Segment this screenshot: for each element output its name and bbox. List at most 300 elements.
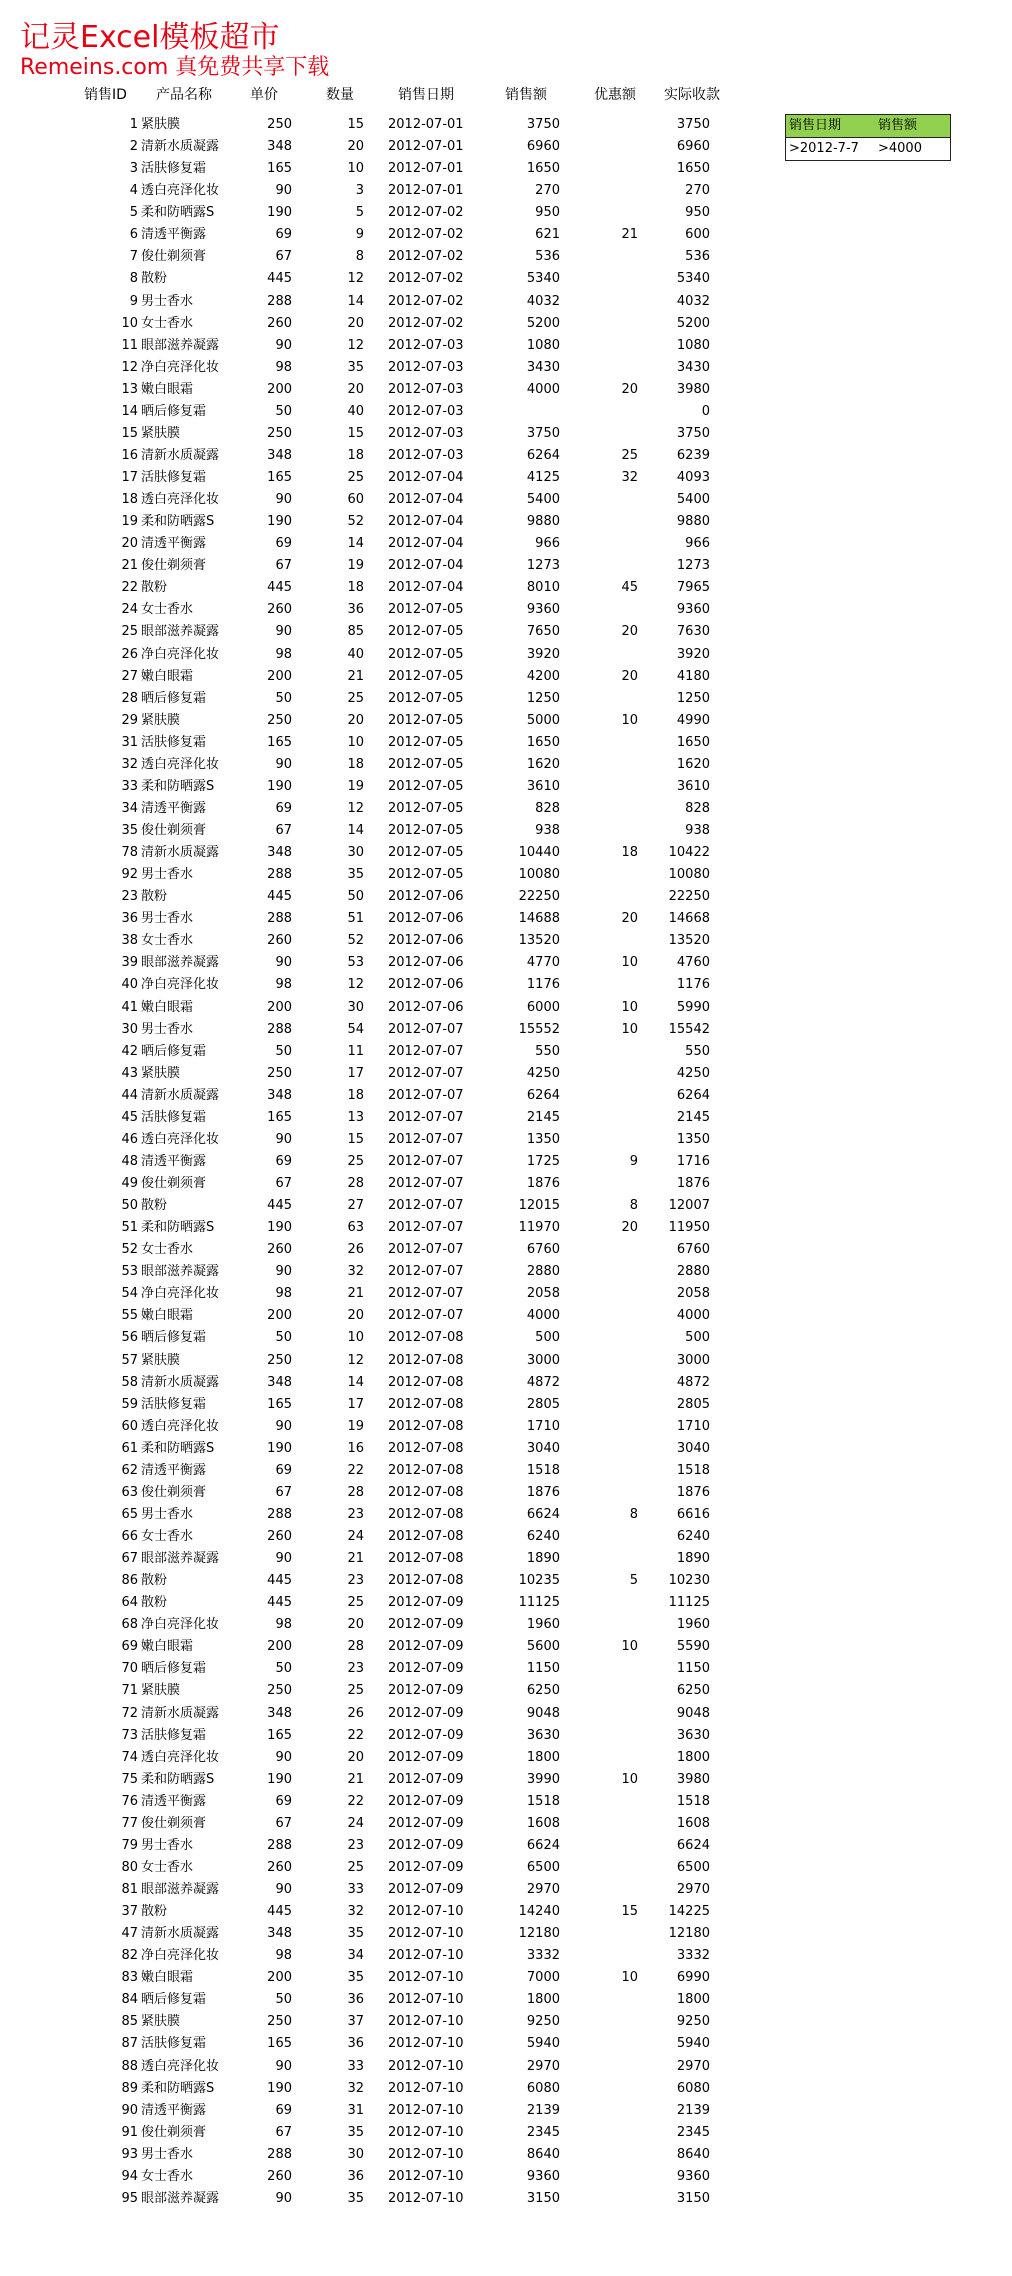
cell-quantity[interactable]: 36 — [347, 2036, 364, 2052]
cell-unit-price[interactable]: 288 — [267, 293, 292, 309]
cell-actual-received[interactable]: 1716 — [676, 1153, 710, 1169]
cell-unit-price[interactable]: 90 — [275, 624, 292, 640]
cell-sales-amount[interactable]: 2970 — [526, 2058, 560, 2074]
cell-sales-amount[interactable]: 3750 — [526, 117, 560, 132]
cell-sales-amount[interactable]: 9880 — [526, 514, 560, 530]
cell-sales-amount[interactable]: 1176 — [526, 977, 560, 993]
cell-quantity[interactable]: 20 — [347, 712, 364, 728]
cell-sales-id[interactable]: 21 — [121, 558, 138, 574]
cell-quantity[interactable]: 13 — [347, 1109, 364, 1125]
cell-quantity[interactable]: 12 — [347, 271, 364, 287]
cell-actual-received[interactable]: 938 — [685, 823, 710, 838]
cell-sales-id[interactable]: 61 — [121, 1440, 138, 1456]
cell-actual-received[interactable]: 2880 — [676, 1264, 710, 1280]
criteria-value-date[interactable]: >2012-7-7 — [789, 141, 859, 156]
cell-sales-date[interactable]: 2012-07-05 — [388, 712, 464, 728]
cell-unit-price[interactable]: 165 — [267, 1109, 292, 1125]
cell-unit-price[interactable]: 69 — [275, 1153, 292, 1169]
cell-product-name[interactable]: 清透平衡露 — [141, 800, 207, 816]
cell-quantity[interactable]: 21 — [347, 668, 364, 684]
cell-sales-id[interactable]: 73 — [121, 1727, 138, 1743]
cell-sales-date[interactable]: 2012-07-07 — [388, 1264, 464, 1280]
cell-unit-price[interactable]: 288 — [267, 867, 292, 883]
cell-discount[interactable]: 18 — [621, 845, 638, 861]
cell-sales-date[interactable]: 2012-07-01 — [388, 117, 464, 132]
cell-sales-amount[interactable]: 7650 — [526, 624, 560, 640]
cell-sales-id[interactable]: 37 — [121, 1904, 138, 1920]
cell-sales-id[interactable]: 58 — [121, 1374, 138, 1390]
cell-product-name[interactable]: 男士香水 — [141, 867, 194, 883]
cell-sales-amount[interactable]: 9250 — [526, 2014, 560, 2030]
cell-sales-date[interactable]: 2012-07-08 — [388, 1506, 464, 1522]
cell-sales-id[interactable]: 5 — [129, 205, 138, 221]
cell-sales-date[interactable]: 2012-07-10 — [388, 2190, 464, 2206]
cell-sales-amount[interactable]: 1650 — [526, 161, 560, 177]
cell-product-name[interactable]: 柔和防晒露S — [141, 778, 215, 794]
cell-actual-received[interactable]: 1710 — [676, 1418, 710, 1434]
cell-sales-date[interactable]: 2012-07-08 — [388, 1352, 464, 1368]
cell-sales-date[interactable]: 2012-07-09 — [388, 1639, 464, 1655]
cell-sales-date[interactable]: 2012-07-06 — [388, 977, 464, 993]
cell-sales-id[interactable]: 79 — [121, 1837, 138, 1853]
cell-sales-amount[interactable]: 5940 — [526, 2036, 560, 2052]
cell-actual-received[interactable]: 536 — [685, 249, 710, 265]
cell-sales-amount[interactable]: 12015 — [518, 1198, 560, 1214]
cell-sales-amount[interactable]: 828 — [535, 800, 560, 816]
cell-sales-id[interactable]: 52 — [121, 1242, 138, 1258]
cell-sales-date[interactable]: 2012-07-01 — [388, 161, 464, 177]
cell-product-name[interactable]: 柔和防晒露S — [141, 1220, 215, 1236]
cell-quantity[interactable]: 35 — [347, 2190, 364, 2206]
cell-sales-date[interactable]: 2012-07-07 — [388, 1131, 464, 1147]
cell-quantity[interactable]: 21 — [347, 1771, 364, 1787]
cell-unit-price[interactable]: 250 — [267, 117, 292, 132]
cell-quantity[interactable]: 32 — [347, 1264, 364, 1280]
cell-quantity[interactable]: 37 — [347, 2014, 364, 2030]
cell-actual-received[interactable]: 4872 — [676, 1374, 710, 1390]
cell-actual-received[interactable]: 3150 — [676, 2190, 710, 2206]
cell-discount[interactable]: 10 — [621, 712, 638, 728]
cell-unit-price[interactable]: 445 — [267, 580, 292, 596]
cell-quantity[interactable]: 18 — [347, 1087, 364, 1103]
cell-actual-received[interactable]: 0 — [701, 403, 710, 419]
cell-unit-price[interactable]: 260 — [267, 602, 292, 618]
cell-sales-date[interactable]: 2012-07-08 — [388, 1462, 464, 1478]
cell-unit-price[interactable]: 90 — [275, 1418, 292, 1434]
cell-sales-id[interactable]: 87 — [121, 2036, 138, 2052]
cell-actual-received[interactable]: 3332 — [676, 1948, 710, 1964]
cell-sales-date[interactable]: 2012-07-09 — [388, 1859, 464, 1875]
cell-product-name[interactable]: 晒后修复霜 — [141, 690, 207, 706]
cell-sales-amount[interactable]: 966 — [535, 536, 560, 552]
cell-product-name[interactable]: 眼部滋养凝露 — [141, 337, 220, 353]
cell-sales-date[interactable]: 2012-07-09 — [388, 1727, 464, 1743]
cell-quantity[interactable]: 35 — [347, 2124, 364, 2140]
cell-sales-date[interactable]: 2012-07-10 — [388, 1992, 464, 2008]
cell-unit-price[interactable]: 348 — [267, 845, 292, 861]
cell-product-name[interactable]: 透白亮泽化妆 — [141, 1131, 220, 1147]
cell-sales-amount[interactable]: 2345 — [526, 2124, 560, 2140]
cell-quantity[interactable]: 36 — [347, 1992, 364, 2008]
cell-actual-received[interactable]: 1080 — [676, 337, 710, 353]
cell-actual-received[interactable]: 966 — [685, 536, 710, 552]
cell-quantity[interactable]: 19 — [347, 778, 364, 794]
cell-sales-id[interactable]: 25 — [121, 624, 138, 640]
cell-sales-amount[interactable]: 5000 — [526, 712, 560, 728]
cell-actual-received[interactable]: 600 — [685, 227, 710, 243]
cell-unit-price[interactable]: 165 — [267, 470, 292, 485]
cell-unit-price[interactable]: 200 — [267, 1970, 292, 1986]
cell-sales-id[interactable]: 84 — [121, 1992, 138, 2008]
cell-discount[interactable]: 20 — [621, 1220, 638, 1236]
cell-unit-price[interactable]: 98 — [275, 1286, 292, 1302]
cell-sales-id[interactable]: 68 — [121, 1617, 138, 1633]
cell-product-name[interactable]: 俊仕剃须膏 — [141, 558, 207, 574]
cell-quantity[interactable]: 20 — [347, 1308, 364, 1324]
cell-quantity[interactable]: 18 — [347, 447, 364, 463]
cell-sales-date[interactable]: 2012-07-06 — [388, 911, 464, 927]
cell-sales-id[interactable]: 81 — [121, 1882, 138, 1897]
cell-sales-id[interactable]: 12 — [121, 359, 138, 375]
cell-sales-date[interactable]: 2012-07-10 — [388, 2168, 464, 2184]
cell-actual-received[interactable]: 3920 — [676, 646, 710, 662]
cell-sales-amount[interactable]: 1650 — [526, 734, 560, 750]
cell-actual-received[interactable]: 5990 — [676, 999, 710, 1015]
cell-sales-amount[interactable]: 3750 — [526, 425, 560, 441]
cell-sales-date[interactable]: 2012-07-10 — [388, 1970, 464, 1986]
cell-product-name[interactable]: 活肤修复霜 — [141, 2036, 207, 2052]
cell-quantity[interactable]: 25 — [347, 1595, 364, 1611]
cell-quantity[interactable]: 50 — [347, 889, 364, 905]
cell-sales-id[interactable]: 9 — [129, 293, 138, 309]
cell-sales-amount[interactable]: 8010 — [526, 580, 560, 596]
cell-sales-date[interactable]: 2012-07-05 — [388, 668, 464, 684]
cell-actual-received[interactable]: 7630 — [676, 624, 710, 640]
cell-sales-amount[interactable]: 13520 — [518, 933, 560, 949]
cell-sales-id[interactable]: 64 — [121, 1595, 138, 1611]
cell-unit-price[interactable]: 67 — [275, 1484, 292, 1500]
cell-sales-amount[interactable]: 1608 — [526, 1815, 560, 1831]
cell-quantity[interactable]: 20 — [347, 1617, 364, 1633]
cell-sales-id[interactable]: 60 — [121, 1418, 138, 1434]
cell-actual-received[interactable]: 828 — [685, 800, 710, 816]
cell-product-name[interactable]: 清新水质凝露 — [141, 447, 220, 463]
cell-sales-date[interactable]: 2012-07-09 — [388, 1617, 464, 1633]
cell-actual-received[interactable]: 1876 — [676, 1484, 710, 1500]
cell-unit-price[interactable]: 67 — [275, 2124, 292, 2140]
cell-discount[interactable]: 20 — [621, 624, 638, 640]
cell-quantity[interactable]: 51 — [347, 911, 364, 927]
cell-discount[interactable]: 5 — [629, 1573, 638, 1589]
cell-quantity[interactable]: 24 — [347, 1815, 364, 1831]
cell-quantity[interactable]: 14 — [347, 536, 364, 552]
cell-sales-id[interactable]: 51 — [121, 1220, 138, 1236]
cell-sales-amount[interactable]: 4770 — [526, 955, 560, 971]
cell-sales-id[interactable]: 34 — [121, 800, 138, 816]
cell-sales-id[interactable]: 74 — [121, 1749, 138, 1765]
cell-sales-id[interactable]: 53 — [121, 1264, 138, 1280]
cell-product-name[interactable]: 嫩白眼霜 — [141, 1639, 194, 1655]
cell-sales-id[interactable]: 77 — [121, 1815, 138, 1831]
cell-unit-price[interactable]: 288 — [267, 911, 292, 927]
cell-actual-received[interactable]: 1150 — [676, 1661, 710, 1677]
cell-unit-price[interactable]: 90 — [275, 1882, 292, 1897]
cell-sales-amount[interactable]: 5400 — [526, 492, 560, 508]
cell-sales-amount[interactable]: 9048 — [526, 1705, 560, 1721]
cell-unit-price[interactable]: 445 — [267, 1595, 292, 1611]
cell-quantity[interactable]: 12 — [347, 977, 364, 993]
cell-sales-amount[interactable]: 6000 — [526, 999, 560, 1015]
cell-unit-price[interactable]: 190 — [267, 1440, 292, 1456]
cell-sales-id[interactable]: 86 — [121, 1573, 138, 1589]
cell-sales-id[interactable]: 39 — [121, 955, 138, 971]
cell-sales-amount[interactable]: 9360 — [526, 602, 560, 618]
cell-product-name[interactable]: 清新水质凝露 — [141, 1705, 220, 1721]
cell-unit-price[interactable]: 348 — [267, 1705, 292, 1721]
cell-sales-date[interactable]: 2012-07-08 — [388, 1529, 464, 1544]
cell-sales-id[interactable]: 33 — [121, 778, 138, 794]
cell-sales-date[interactable]: 2012-07-07 — [388, 1087, 464, 1103]
cell-quantity[interactable]: 10 — [347, 734, 364, 750]
cell-product-name[interactable]: 净白亮泽化妆 — [141, 646, 220, 662]
cell-sales-date[interactable]: 2012-07-05 — [388, 624, 464, 640]
cell-sales-id[interactable]: 18 — [121, 492, 138, 508]
cell-sales-id[interactable]: 91 — [121, 2124, 138, 2140]
cell-sales-amount[interactable]: 2145 — [526, 1109, 560, 1125]
cell-sales-date[interactable]: 2012-07-10 — [388, 2058, 464, 2074]
cell-quantity[interactable]: 25 — [347, 1153, 364, 1169]
cell-quantity[interactable]: 28 — [347, 1639, 364, 1655]
cell-unit-price[interactable]: 90 — [275, 955, 292, 971]
cell-sales-id[interactable]: 43 — [121, 1065, 138, 1081]
cell-product-name[interactable]: 活肤修复霜 — [141, 161, 207, 177]
cell-sales-date[interactable]: 2012-07-05 — [388, 800, 464, 816]
cell-sales-date[interactable]: 2012-07-09 — [388, 1882, 464, 1897]
cell-quantity[interactable]: 35 — [347, 867, 364, 883]
cell-product-name[interactable]: 净白亮泽化妆 — [141, 359, 220, 375]
cell-sales-id[interactable]: 93 — [121, 2146, 138, 2162]
cell-unit-price[interactable]: 260 — [267, 2168, 292, 2184]
cell-discount[interactable]: 45 — [621, 580, 638, 596]
cell-unit-price[interactable]: 200 — [267, 1639, 292, 1655]
cell-product-name[interactable]: 透白亮泽化妆 — [141, 1749, 220, 1765]
cell-sales-id[interactable]: 65 — [121, 1506, 138, 1522]
cell-quantity[interactable]: 25 — [347, 690, 364, 706]
cell-product-name[interactable]: 清新水质凝露 — [141, 139, 220, 155]
cell-unit-price[interactable]: 50 — [275, 1661, 292, 1677]
cell-sales-date[interactable]: 2012-07-08 — [388, 1551, 464, 1567]
cell-sales-amount[interactable]: 6264 — [526, 447, 560, 463]
cell-quantity[interactable]: 20 — [347, 1749, 364, 1765]
cell-sales-id[interactable]: 85 — [121, 2014, 138, 2030]
cell-sales-date[interactable]: 2012-07-09 — [388, 1595, 464, 1611]
cell-actual-received[interactable]: 3040 — [676, 1440, 710, 1456]
cell-product-name[interactable]: 清新水质凝露 — [141, 1926, 220, 1942]
cell-product-name[interactable]: 清透平衡露 — [141, 1153, 207, 1169]
cell-product-name[interactable]: 活肤修复霜 — [141, 734, 207, 750]
cell-unit-price[interactable]: 250 — [267, 425, 292, 441]
cell-quantity[interactable]: 15 — [347, 117, 364, 132]
cell-product-name[interactable]: 紧肤膜 — [141, 1683, 181, 1699]
cell-product-name[interactable]: 眼部滋养凝露 — [141, 955, 220, 971]
cell-quantity[interactable]: 3 — [355, 183, 364, 199]
cell-sales-amount[interactable]: 2880 — [526, 1264, 560, 1280]
cell-sales-id[interactable]: 14 — [121, 403, 138, 419]
cell-actual-received[interactable]: 9360 — [676, 602, 710, 618]
cell-sales-amount[interactable]: 6250 — [526, 1683, 560, 1699]
cell-actual-received[interactable]: 1518 — [676, 1462, 710, 1478]
cell-sales-id[interactable]: 56 — [121, 1330, 138, 1346]
criteria-value-sales[interactable]: >4000 — [878, 141, 922, 156]
cell-quantity[interactable]: 54 — [347, 1021, 364, 1037]
cell-sales-amount[interactable]: 11970 — [518, 1220, 560, 1236]
cell-unit-price[interactable]: 165 — [267, 734, 292, 750]
cell-sales-amount[interactable]: 6080 — [526, 2080, 560, 2096]
cell-unit-price[interactable]: 98 — [275, 1617, 292, 1633]
cell-quantity[interactable]: 22 — [347, 1727, 364, 1743]
cell-actual-received[interactable]: 1960 — [676, 1617, 710, 1633]
cell-unit-price[interactable]: 445 — [267, 889, 292, 905]
cell-unit-price[interactable]: 90 — [275, 183, 292, 199]
cell-sales-id[interactable]: 4 — [129, 183, 138, 199]
cell-unit-price[interactable]: 190 — [267, 205, 292, 221]
cell-quantity[interactable]: 8 — [355, 249, 364, 265]
cell-product-name[interactable]: 净白亮泽化妆 — [141, 977, 220, 993]
cell-sales-date[interactable]: 2012-07-02 — [388, 293, 464, 309]
cell-sales-amount[interactable]: 1800 — [526, 1992, 560, 2008]
cell-unit-price[interactable]: 165 — [267, 2036, 292, 2052]
cell-product-name[interactable]: 透白亮泽化妆 — [141, 492, 220, 508]
cell-sales-id[interactable]: 15 — [121, 425, 138, 441]
cell-sales-amount[interactable]: 10235 — [518, 1573, 560, 1589]
cell-actual-received[interactable]: 1273 — [676, 558, 710, 574]
cell-sales-date[interactable]: 2012-07-06 — [388, 889, 464, 905]
cell-sales-id[interactable]: 40 — [121, 977, 138, 993]
cell-sales-amount[interactable]: 5340 — [526, 271, 560, 287]
cell-actual-received[interactable]: 22250 — [668, 889, 710, 905]
cell-sales-id[interactable]: 27 — [121, 668, 138, 684]
cell-actual-received[interactable]: 2970 — [676, 2058, 710, 2074]
cell-sales-amount[interactable]: 270 — [535, 183, 560, 199]
cell-sales-date[interactable]: 2012-07-08 — [388, 1573, 464, 1589]
cell-unit-price[interactable]: 190 — [267, 1220, 292, 1236]
cell-sales-date[interactable]: 2012-07-10 — [388, 2146, 464, 2162]
cell-product-name[interactable]: 透白亮泽化妆 — [141, 2058, 220, 2074]
cell-product-name[interactable]: 女士香水 — [141, 2168, 194, 2184]
cell-actual-received[interactable]: 14225 — [668, 1904, 710, 1920]
cell-sales-amount[interactable]: 3040 — [526, 1440, 560, 1456]
cell-sales-date[interactable]: 2012-07-05 — [388, 823, 464, 838]
cell-sales-id[interactable]: 78 — [121, 845, 138, 861]
cell-product-name[interactable]: 眼部滋养凝露 — [141, 1882, 220, 1897]
cell-unit-price[interactable]: 90 — [275, 2190, 292, 2206]
cell-actual-received[interactable]: 5590 — [676, 1639, 710, 1655]
cell-sales-id[interactable]: 22 — [121, 580, 138, 596]
cell-sales-date[interactable]: 2012-07-08 — [388, 1330, 464, 1346]
cell-sales-id[interactable]: 59 — [121, 1396, 138, 1412]
cell-sales-date[interactable]: 2012-07-07 — [388, 1176, 464, 1191]
cell-quantity[interactable]: 25 — [347, 1683, 364, 1699]
cell-sales-date[interactable]: 2012-07-06 — [388, 933, 464, 949]
cell-sales-amount[interactable]: 1080 — [526, 337, 560, 353]
cell-sales-date[interactable]: 2012-07-07 — [388, 1109, 464, 1125]
cell-product-name[interactable]: 眼部滋养凝露 — [141, 1264, 220, 1280]
cell-product-name[interactable]: 清新水质凝露 — [141, 1087, 220, 1103]
cell-quantity[interactable]: 16 — [347, 1440, 364, 1456]
cell-quantity[interactable]: 10 — [347, 161, 364, 177]
cell-quantity[interactable]: 12 — [347, 1352, 364, 1368]
cell-actual-received[interactable]: 9250 — [676, 2014, 710, 2030]
cell-actual-received[interactable]: 1176 — [676, 977, 710, 993]
cell-quantity[interactable]: 12 — [347, 337, 364, 353]
cell-sales-date[interactable]: 2012-07-10 — [388, 1904, 464, 1920]
cell-quantity[interactable]: 18 — [347, 580, 364, 596]
cell-unit-price[interactable]: 98 — [275, 1948, 292, 1964]
cell-quantity[interactable]: 15 — [347, 425, 364, 441]
cell-product-name[interactable]: 女士香水 — [141, 1859, 194, 1875]
cell-sales-date[interactable]: 2012-07-06 — [388, 955, 464, 971]
cell-product-name[interactable]: 俊仕剃须膏 — [141, 1176, 207, 1191]
cell-sales-id[interactable]: 1 — [129, 117, 138, 132]
cell-sales-date[interactable]: 2012-07-08 — [388, 1396, 464, 1412]
cell-sales-date[interactable]: 2012-07-05 — [388, 778, 464, 794]
cell-unit-price[interactable]: 90 — [275, 2058, 292, 2074]
cell-sales-amount[interactable]: 11125 — [518, 1595, 560, 1611]
cell-quantity[interactable]: 27 — [347, 1198, 364, 1214]
cell-unit-price[interactable]: 165 — [267, 1396, 292, 1412]
cell-product-name[interactable]: 嫩白眼霜 — [141, 999, 194, 1015]
cell-sales-id[interactable]: 20 — [121, 536, 138, 552]
cell-sales-amount[interactable]: 9360 — [526, 2168, 560, 2184]
cell-sales-amount[interactable]: 1150 — [526, 1661, 560, 1677]
cell-quantity[interactable]: 19 — [347, 558, 364, 574]
cell-sales-date[interactable]: 2012-07-09 — [388, 1749, 464, 1765]
cell-quantity[interactable]: 21 — [347, 1551, 364, 1567]
cell-unit-price[interactable]: 67 — [275, 823, 292, 838]
cell-quantity[interactable]: 22 — [347, 1462, 364, 1478]
cell-unit-price[interactable]: 50 — [275, 403, 292, 419]
cell-sales-amount[interactable]: 4250 — [526, 1065, 560, 1081]
cell-product-name[interactable]: 清透平衡露 — [141, 1462, 207, 1478]
cell-sales-id[interactable]: 48 — [121, 1153, 138, 1169]
cell-quantity[interactable]: 15 — [347, 1131, 364, 1147]
cell-discount[interactable]: 20 — [621, 668, 638, 684]
cell-unit-price[interactable]: 69 — [275, 1462, 292, 1478]
cell-product-name[interactable]: 活肤修复霜 — [141, 1727, 207, 1743]
cell-product-name[interactable]: 男士香水 — [141, 2146, 194, 2162]
cell-unit-price[interactable]: 445 — [267, 271, 292, 287]
cell-unit-price[interactable]: 69 — [275, 2102, 292, 2118]
cell-sales-amount[interactable]: 10440 — [518, 845, 560, 861]
cell-sales-date[interactable]: 2012-07-05 — [388, 756, 464, 772]
cell-unit-price[interactable]: 200 — [267, 1308, 292, 1324]
cell-unit-price[interactable]: 288 — [267, 1506, 292, 1522]
cell-actual-received[interactable]: 3750 — [676, 425, 710, 441]
cell-sales-amount[interactable]: 6960 — [526, 139, 560, 155]
cell-product-name[interactable]: 散粉 — [141, 271, 168, 287]
cell-product-name[interactable]: 清透平衡露 — [141, 2102, 207, 2118]
cell-sales-amount[interactable]: 4872 — [526, 1374, 560, 1390]
cell-discount[interactable]: 10 — [621, 1771, 638, 1787]
cell-actual-received[interactable]: 11950 — [668, 1220, 710, 1236]
cell-unit-price[interactable]: 90 — [275, 337, 292, 353]
cell-unit-price[interactable]: 190 — [267, 514, 292, 530]
cell-sales-id[interactable]: 50 — [121, 1198, 138, 1214]
cell-sales-date[interactable]: 2012-07-09 — [388, 1837, 464, 1853]
cell-unit-price[interactable]: 50 — [275, 1043, 292, 1059]
cell-sales-id[interactable]: 23 — [121, 889, 138, 905]
cell-sales-amount[interactable]: 550 — [535, 1043, 560, 1059]
